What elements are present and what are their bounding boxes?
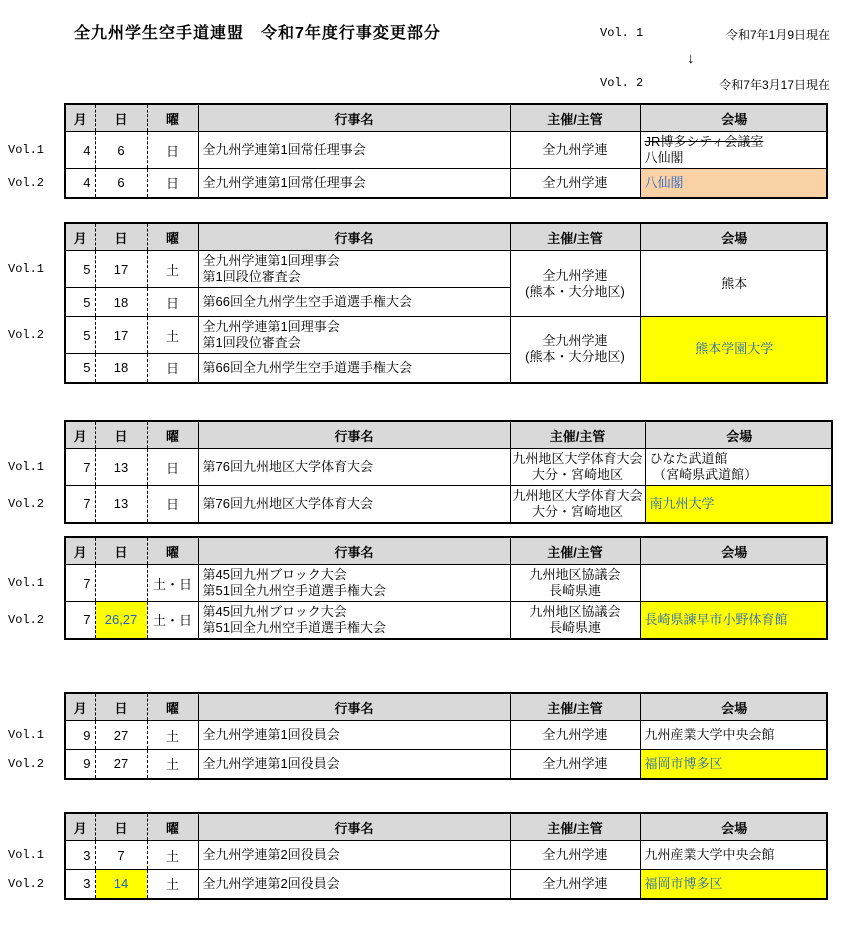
cell-org bbox=[510, 449, 645, 486]
cell-text: 全九州学連第1回理事会 bbox=[202, 319, 340, 334]
schedule-block-3 bbox=[0, 420, 833, 524]
cell-month: 4 bbox=[65, 169, 95, 198]
table-row bbox=[0, 486, 832, 523]
cell-month: 3 bbox=[65, 870, 95, 899]
vol-label-spacer bbox=[0, 813, 65, 841]
cell-month: 5 bbox=[65, 317, 95, 354]
vol-label-spacer bbox=[0, 537, 65, 565]
table-row bbox=[0, 251, 827, 288]
cell-text: 九州産業大学中央会館 bbox=[644, 847, 775, 862]
cell-text: 第1回段位審査会 bbox=[202, 269, 301, 284]
cell-text: 第45回九州ブロック大会 bbox=[202, 603, 347, 619]
column-header-event: 行事名 bbox=[198, 693, 510, 721]
cell-text: 全九州学連 bbox=[542, 727, 608, 742]
column-header-venue: 会場 bbox=[640, 813, 827, 841]
cell-day: 17 bbox=[95, 251, 147, 288]
schedule-table-2 bbox=[0, 222, 828, 384]
vol-label: Vol.1 bbox=[8, 576, 45, 590]
vol-label: Vol.1 bbox=[8, 848, 45, 862]
column-header-venue: 会場 bbox=[640, 537, 827, 565]
column-header-day: 日 bbox=[95, 223, 147, 251]
cell-month: 7 bbox=[65, 602, 95, 639]
cell-event bbox=[198, 132, 510, 169]
cell-day: 6 bbox=[95, 169, 147, 198]
cell-venue bbox=[640, 132, 827, 169]
column-header-event: 行事名 bbox=[198, 421, 510, 449]
cell-text: 全九州学連第1回役員会 bbox=[202, 727, 340, 742]
vol-label: Vol.1 bbox=[8, 261, 45, 276]
cell-text: 全九州学連第2回役員会 bbox=[202, 847, 340, 862]
cell-text: 全九州学連 bbox=[542, 267, 608, 283]
meta-vol2-date: 令和7年3月17日現在 bbox=[719, 78, 830, 92]
cell-text: 全九州学連 bbox=[542, 142, 608, 157]
cell-day bbox=[95, 565, 147, 602]
cell-venue bbox=[640, 841, 827, 870]
cell-wd: 土 bbox=[147, 721, 198, 750]
column-header-venue: 会場 bbox=[640, 223, 827, 251]
column-header-event: 行事名 bbox=[198, 223, 510, 251]
cell-wd: 土 bbox=[147, 251, 198, 288]
cell-text: (熊本・大分地区) bbox=[525, 283, 625, 299]
table-row bbox=[0, 602, 827, 639]
table-row bbox=[0, 721, 827, 750]
vol-label: Vol.1 bbox=[8, 143, 45, 157]
cell-org bbox=[510, 602, 640, 639]
cell-text: 全九州学連第1回常任理事会 bbox=[202, 174, 366, 190]
cell-org bbox=[510, 317, 640, 383]
table-row bbox=[0, 841, 827, 870]
column-header-month: 月 bbox=[65, 537, 95, 565]
cell-month: 7 bbox=[65, 486, 95, 523]
meta-vol1-date: 令和7年1月9日現在 bbox=[725, 28, 830, 42]
cell-text: 全九州学連 bbox=[542, 875, 608, 891]
cell-text: 熊本学園大学 bbox=[695, 341, 774, 357]
schedule-table-6 bbox=[0, 812, 828, 900]
cell-wd: 土 bbox=[147, 750, 198, 779]
column-header-org: 主催/主管 bbox=[510, 537, 640, 565]
cell-venue bbox=[640, 750, 827, 779]
schedule-block-1 bbox=[0, 103, 828, 199]
cell-event bbox=[198, 449, 510, 486]
column-header-venue: 会場 bbox=[645, 421, 832, 449]
column-header-day: 日 bbox=[95, 537, 147, 565]
cell-text: 福岡市博多区 bbox=[644, 755, 723, 771]
cell-org bbox=[510, 750, 640, 779]
cell-month: 5 bbox=[65, 354, 95, 383]
cell-text: 第76回九州地区大学体育大会 bbox=[202, 495, 373, 511]
cell-text: 第66回全九州学生空手道選手権大会 bbox=[202, 359, 412, 375]
cell-text: 九州地区大学体育大会 bbox=[512, 487, 643, 503]
cell-event bbox=[198, 602, 510, 639]
column-header-venue: 会場 bbox=[640, 693, 827, 721]
cell-text: 長崎県連 bbox=[548, 583, 601, 598]
cell-day: 13 bbox=[95, 486, 147, 523]
cell-text: 全九州学連 bbox=[542, 847, 608, 862]
vol-label-spacer bbox=[0, 104, 65, 132]
cell-text: 長崎県諫早市小野体育館 bbox=[644, 611, 788, 627]
cell-venue bbox=[645, 486, 832, 523]
cell-text: 第1回段位審査会 bbox=[202, 335, 301, 350]
cell-month: 7 bbox=[65, 565, 95, 602]
cell-wd: 日 bbox=[147, 169, 198, 198]
cell-venue bbox=[640, 565, 827, 602]
cell-text: 第66回全九州学生空手道選手権大会 bbox=[202, 294, 412, 309]
column-header-day: 日 bbox=[95, 421, 147, 449]
cell-venue bbox=[640, 721, 827, 750]
table-row bbox=[0, 750, 827, 779]
vol-label: Vol.2 bbox=[8, 613, 45, 627]
cell-text: 全九州学連 bbox=[542, 174, 608, 190]
cell-event bbox=[198, 750, 510, 779]
vol-label-spacer bbox=[0, 421, 65, 449]
vol-label-spacer bbox=[0, 693, 65, 721]
cell-wd: 日 bbox=[147, 132, 198, 169]
page-title: 全九州学生空手道連盟 令和7年度行事変更部分 bbox=[74, 25, 441, 42]
cell-text: 福岡市博多区 bbox=[644, 875, 723, 891]
cell-text: 長崎県連 bbox=[548, 619, 601, 635]
vol-label: Vol.1 bbox=[8, 460, 45, 474]
cell-text: 全九州学連 bbox=[542, 333, 608, 349]
column-header-org: 主催/主管 bbox=[510, 223, 640, 251]
table-row bbox=[0, 449, 832, 486]
column-header-day: 日 bbox=[95, 104, 147, 132]
cell-text: (熊本・大分地区) bbox=[525, 349, 625, 365]
cell-text: ひなた武道館 bbox=[649, 451, 728, 466]
column-header-day: 日 bbox=[95, 813, 147, 841]
column-header-org: 主催/主管 bbox=[510, 421, 645, 449]
meta-vol2-label: Vol. 2 bbox=[600, 76, 644, 90]
cell-event bbox=[198, 169, 510, 198]
cell-event bbox=[198, 565, 510, 602]
cell-event bbox=[198, 841, 510, 870]
cell-month: 5 bbox=[65, 288, 95, 317]
column-header-venue: 会場 bbox=[640, 104, 827, 132]
vol-label-spacer bbox=[0, 223, 65, 251]
vol-label: Vol.2 bbox=[8, 757, 45, 771]
cell-day: 18 bbox=[95, 288, 147, 317]
vol-label: Vol.2 bbox=[8, 497, 45, 511]
schedule-table-4 bbox=[0, 536, 828, 640]
cell-text: 第76回九州地区大学体育大会 bbox=[202, 459, 373, 474]
cell-month: 9 bbox=[65, 721, 95, 750]
cell-venue bbox=[640, 602, 827, 639]
vol-label: Vol.1 bbox=[8, 728, 45, 742]
cell-text: 九州地区協議会 bbox=[529, 603, 621, 619]
schedule-table-1 bbox=[0, 103, 828, 199]
schedule-table-3 bbox=[0, 420, 833, 524]
column-header-event: 行事名 bbox=[198, 104, 510, 132]
cell-event bbox=[198, 317, 510, 354]
cell-text: 第51回全九州空手道選手権大会 bbox=[202, 583, 386, 598]
column-header-day: 日 bbox=[95, 693, 147, 721]
cell-text: 大分・宮崎地区 bbox=[532, 503, 624, 519]
cell-wd: 日 bbox=[147, 449, 198, 486]
column-header-month: 月 bbox=[65, 104, 95, 132]
table-row bbox=[0, 870, 827, 899]
column-header-wd: 曜 bbox=[147, 421, 198, 449]
column-header-wd: 曜 bbox=[147, 223, 198, 251]
vol-label: Vol.2 bbox=[8, 176, 45, 190]
cell-text: 大分・宮崎地区 bbox=[532, 467, 624, 482]
schedule-block-6 bbox=[0, 812, 828, 900]
cell-event bbox=[198, 486, 510, 523]
cell-day: 13 bbox=[95, 449, 147, 486]
table-row bbox=[0, 132, 827, 169]
cell-text: 全九州学連第2回役員会 bbox=[202, 875, 340, 891]
column-header-org: 主催/主管 bbox=[510, 104, 640, 132]
schedule-block-5 bbox=[0, 692, 828, 780]
cell-wd: 土 bbox=[147, 870, 198, 899]
cell-event bbox=[198, 288, 510, 317]
cell-event bbox=[198, 721, 510, 750]
cell-wd: 土 bbox=[147, 841, 198, 870]
cell-day: 27 bbox=[95, 721, 147, 750]
cell-org bbox=[510, 169, 640, 198]
cell-wd: 日 bbox=[147, 288, 198, 317]
cell-text: 九州産業大学中央会館 bbox=[644, 727, 775, 742]
cell-wd: 土・日 bbox=[147, 565, 198, 602]
cell-text: 全九州学連第1回役員会 bbox=[202, 755, 340, 771]
cell-event bbox=[198, 354, 510, 383]
cell-text: 第45回九州ブロック大会 bbox=[202, 567, 347, 582]
cell-day: 7 bbox=[95, 841, 147, 870]
cell-event bbox=[198, 251, 510, 288]
cell-text: 八仙閣 bbox=[644, 150, 684, 165]
cell-text: 八仙閣 bbox=[644, 174, 684, 190]
down-arrow-icon: ↓ bbox=[687, 50, 695, 67]
table-row bbox=[0, 317, 827, 354]
column-header-month: 月 bbox=[65, 813, 95, 841]
cell-org bbox=[510, 132, 640, 169]
cell-venue bbox=[645, 449, 832, 486]
cell-text: 熊本 bbox=[721, 275, 748, 291]
cell-day: 17 bbox=[95, 317, 147, 354]
column-header-month: 月 bbox=[65, 693, 95, 721]
cell-org bbox=[510, 841, 640, 870]
cell-event bbox=[198, 870, 510, 899]
cell-venue bbox=[640, 317, 827, 383]
cell-day: 26,27 bbox=[95, 602, 147, 639]
schedule-block-2 bbox=[0, 222, 828, 384]
meta-vol1-label: Vol. 1 bbox=[600, 26, 644, 40]
column-header-month: 月 bbox=[65, 421, 95, 449]
schedule-table-5 bbox=[0, 692, 828, 780]
cell-wd: 日 bbox=[147, 354, 198, 383]
cell-text: 全九州学連第1回理事会 bbox=[202, 253, 340, 268]
cell-text: 全九州学連 bbox=[542, 755, 608, 771]
cell-month: 3 bbox=[65, 841, 95, 870]
vol-label: Vol.2 bbox=[8, 877, 45, 891]
cell-wd: 土 bbox=[147, 317, 198, 354]
schedule-block-4 bbox=[0, 536, 828, 640]
cell-text: 九州地区大学体育大会 bbox=[512, 451, 643, 466]
cell-org bbox=[510, 251, 640, 317]
cell-day: 6 bbox=[95, 132, 147, 169]
table-row bbox=[0, 169, 827, 198]
cell-text: 全九州学連第1回常任理事会 bbox=[202, 142, 366, 157]
vol-label: Vol.2 bbox=[8, 327, 45, 342]
column-header-wd: 曜 bbox=[147, 813, 198, 841]
cell-day: 18 bbox=[95, 354, 147, 383]
column-header-wd: 曜 bbox=[147, 693, 198, 721]
cell-org bbox=[510, 486, 645, 523]
cell-text: 九州地区協議会 bbox=[529, 567, 621, 582]
cell-month: 9 bbox=[65, 750, 95, 779]
column-header-event: 行事名 bbox=[198, 537, 510, 565]
column-header-wd: 曜 bbox=[147, 104, 198, 132]
column-header-org: 主催/主管 bbox=[510, 813, 640, 841]
cell-month: 5 bbox=[65, 251, 95, 288]
cell-wd: 土・日 bbox=[147, 602, 198, 639]
cell-org bbox=[510, 870, 640, 899]
cell-org bbox=[510, 565, 640, 602]
cell-text: 南九州大学 bbox=[649, 495, 715, 511]
column-header-event: 行事名 bbox=[198, 813, 510, 841]
cell-month: 4 bbox=[65, 132, 95, 169]
cell-venue bbox=[640, 169, 827, 198]
column-header-wd: 曜 bbox=[147, 537, 198, 565]
cell-wd: 日 bbox=[147, 486, 198, 523]
cell-text bbox=[645, 575, 825, 591]
cell-org bbox=[510, 721, 640, 750]
cell-day: 27 bbox=[95, 750, 147, 779]
table-row bbox=[0, 565, 827, 602]
cell-text: 第51回全九州空手道選手権大会 bbox=[202, 619, 386, 635]
cell-month: 7 bbox=[65, 449, 95, 486]
cell-text: （宮崎県武道館） bbox=[649, 467, 758, 482]
column-header-month: 月 bbox=[65, 223, 95, 251]
cell-venue bbox=[640, 870, 827, 899]
column-header-org: 主催/主管 bbox=[510, 693, 640, 721]
cell-venue bbox=[640, 251, 827, 317]
cell-day: 14 bbox=[95, 870, 147, 899]
cell-text: JR博多シティ会議室 bbox=[644, 134, 764, 149]
